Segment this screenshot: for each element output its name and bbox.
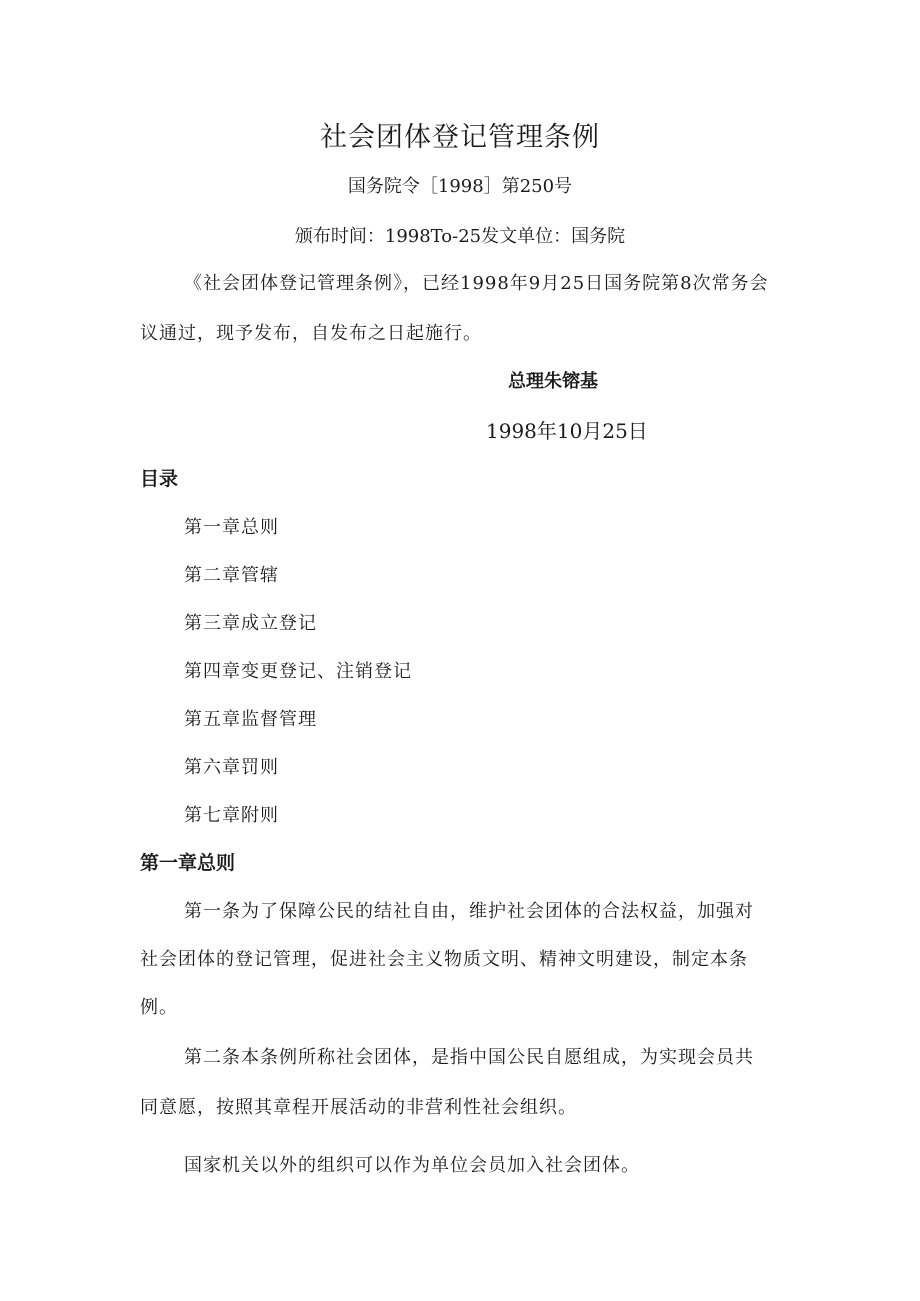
intro-line-1: 《社会团体登记管理条例》，已经1998年9月25日国务院第8次常务会 [184, 273, 769, 294]
article-2-line-2: 同意愿，按照其章程开展活动的非营利性社会组织。 [140, 1097, 577, 1118]
toc-item-chapter-2: 第二章管辖 [184, 565, 279, 586]
toc-item-chapter-5: 第五章监督管理 [184, 709, 317, 730]
toc-item-chapter-1: 第一章总则 [184, 517, 279, 538]
issue-info: 颁布时间：1998To-25发文单位：国务院 [294, 226, 626, 247]
toc-item-chapter-3: 第三章成立登记 [184, 613, 317, 634]
decree-number: 国务院令［1998］第250号 [347, 176, 573, 197]
toc-item-chapter-6: 第六章罚则 [184, 757, 279, 778]
intro-line-2: 议通过，现予发布，自发布之日起施行。 [140, 323, 482, 344]
signature: 总理朱镕基 [508, 371, 598, 392]
article-1-line-2: 社会团体的登记管理，促进社会主义物质文明、精神文明建设，制定本条 [140, 949, 748, 970]
toc-item-chapter-4: 第四章变更登记、注销登记 [184, 661, 412, 682]
toc-item-chapter-7: 第七章附则 [184, 805, 279, 826]
article-1-line-1: 第一条为了保障公民的结社自由，维护社会团体的合法权益，加强对 [184, 901, 754, 922]
document-title: 社会团体登记管理条例 [320, 122, 600, 153]
article-2-paragraph-2: 国家机关以外的组织可以作为单位会员加入社会团体。 [184, 1155, 640, 1176]
publish-date: 1998年10月25日 [486, 419, 648, 443]
article-1-line-3: 例。 [140, 997, 178, 1018]
chapter-1-heading: 第一章总则 [140, 852, 236, 874]
article-2-line-1: 第二条本条例所称社会团体，是指中国公民自愿组成，为实现会员共 [184, 1047, 754, 1068]
toc-heading: 目录 [140, 468, 179, 490]
